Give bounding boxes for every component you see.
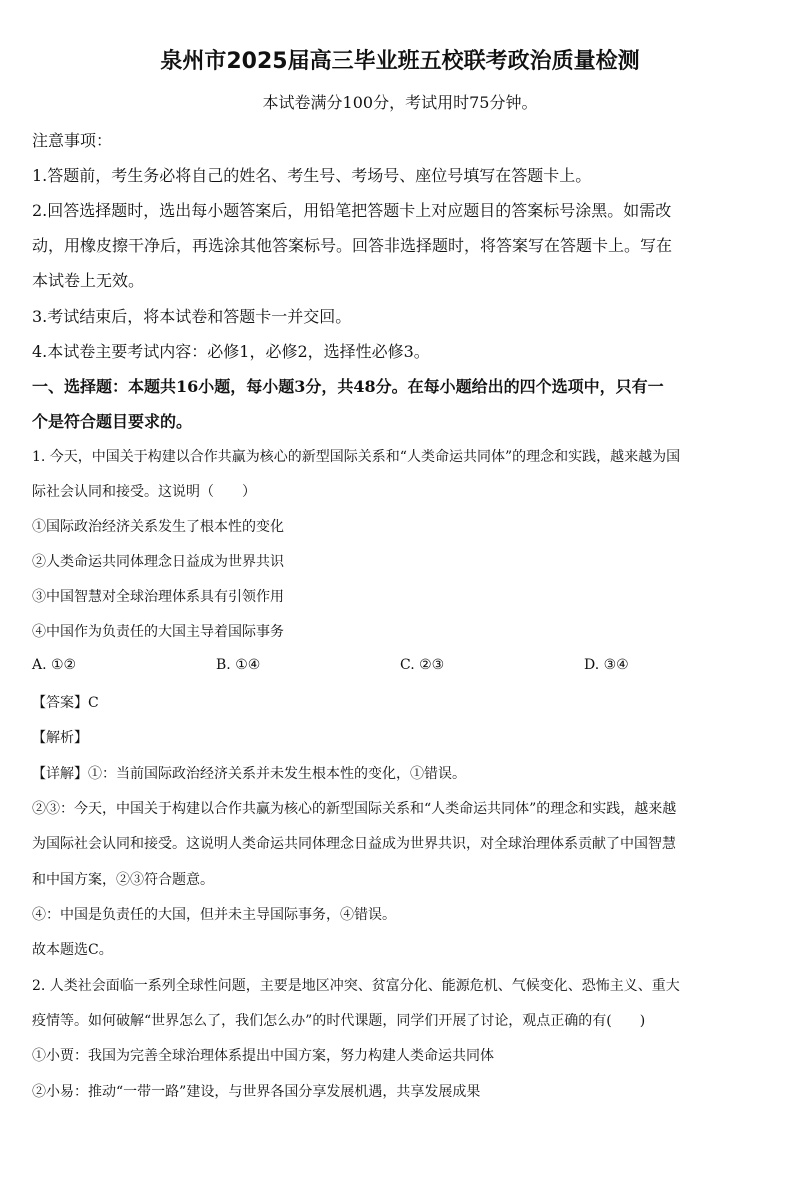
question-1-stem: 1. 今天，中国关于构建以合作共赢为核心的新型国际关系和“人类命运共同体”的理念和实践，越来越为国 xyxy=(32,449,681,465)
question-1-statement: ④中国作为负责任的大国主导着国际事务 xyxy=(32,624,284,640)
answer: 【答案】C xyxy=(32,695,99,711)
analysis-line: ②③：今天，中国关于构建以合作共赢为核心的新型国际关系和“人类命运共同体”的理念和实践，越来越 xyxy=(32,801,677,817)
notice-heading: 注意事项： xyxy=(32,131,113,150)
question-1-stem: 际社会认同和接受。这说明（ ） xyxy=(32,484,256,500)
notice-line: 动，用橡皮擦干净后，再选涂其他答案标号。回答非选择题时，将答案写在答题卡上。写在 xyxy=(32,236,673,255)
question-1-statement: ①国际政治经济关系发生了根本性的变化 xyxy=(32,519,284,535)
notice-line: 本试卷上无效。 xyxy=(32,271,145,290)
notice-line: 3.考试结束后，将本试卷和答题卡一并交回。 xyxy=(32,307,352,326)
analysis-line: 和中国方案，②③符合题意。 xyxy=(32,872,214,888)
analysis-line: 【详解】①：当前国际政治经济关系并未发生根本性的变化，①错误。 xyxy=(32,766,466,782)
notice-line: 1.答题前，考生务必将自己的姓名、考生号、考场号、座位号填写在答题卡上。 xyxy=(32,166,592,185)
option-d: D. ③④ xyxy=(584,657,629,673)
page-title: 泉州市2025届高三毕业班五校联考政治质量检测 xyxy=(160,49,640,74)
option-b: B. ①④ xyxy=(216,657,261,673)
question-2-statement: ①小贾：我国为完善全球治理体系提出中国方案，努力构建人类命运共同体 xyxy=(32,1048,494,1064)
question-2-stem: 2. 人类社会面临一系列全球性问题，主要是地区冲突、贫富分化、能源危机、气候变化、恐怖主义、重大 xyxy=(32,978,680,994)
section-heading: 一、选择题：本题共16小题，每小题3分，共48分。在每小题给出的四个选项中，只有一 xyxy=(32,377,664,396)
notice-line: 2.回答选择题时，选出每小题答案后，用铅笔把答题卡上对应题目的答案标号涂黑。如需改 xyxy=(32,201,672,220)
section-heading: 个是符合题目要求的。 xyxy=(32,412,193,431)
option-a: A. ①② xyxy=(32,657,77,673)
analysis-line: ④：中国是负责任的大国，但并未主导国际事务，④错误。 xyxy=(32,907,396,923)
analysis-line: 为国际社会认同和接受。这说明人类命运共同体理念日益成为世界共识，对全球治理体系贡献了中国智慧 xyxy=(32,836,676,852)
question-2-stem: 疫情等。如何破解“世界怎么了，我们怎么办”的时代课题，同学们开展了讨论，观点正确的有( ) xyxy=(32,1013,646,1029)
analysis-label: 【解析】 xyxy=(32,730,88,746)
question-2-statement: ②小易：推动“一带一路”建设，与世界各国分享发展机遇，共享发展成果 xyxy=(32,1084,481,1100)
question-1-statement: ②人类命运共同体理念日益成为世界共识 xyxy=(32,554,284,570)
question-1-statement: ③中国智慧对全球治理体系具有引领作用 xyxy=(32,589,284,605)
option-c: C. ②③ xyxy=(400,657,445,673)
analysis-line: 故本题选C。 xyxy=(32,942,113,958)
exam-info: 本试卷满分100分，考试用时75分钟。 xyxy=(262,93,538,112)
notice-line: 4.本试卷主要考试内容：必修1，必修2，选择性必修3。 xyxy=(32,342,430,361)
